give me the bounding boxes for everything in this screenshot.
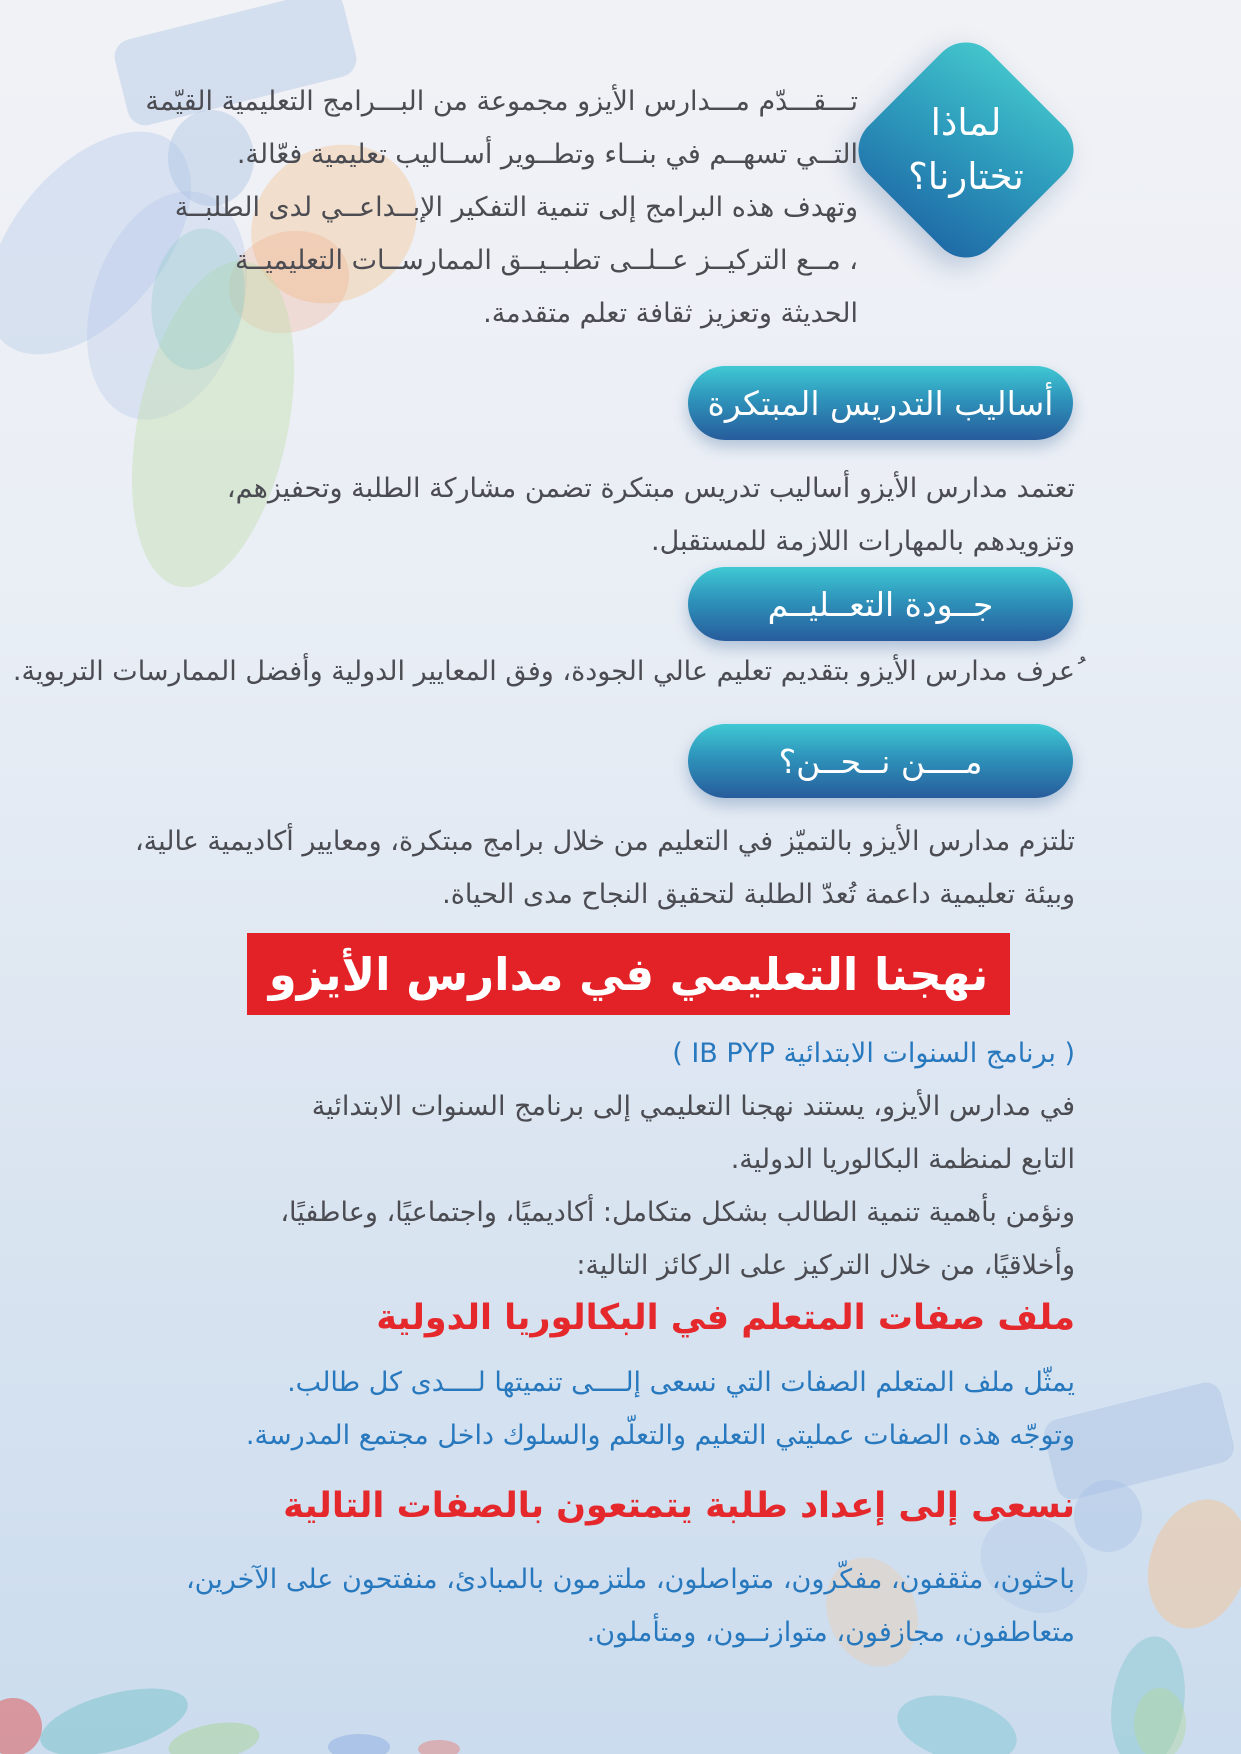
teal-swoosh-shape: [890, 1684, 1023, 1754]
approach-paragraph: [280, 1080, 1075, 1292]
approach-banner: [247, 933, 1010, 1015]
education-quality-text: [13, 645, 1075, 698]
approach-line: وأخلاقيًا، من خلال التركيز على الركائز التالية:: [576, 1250, 1075, 1281]
intro-line: الحديثة وتعزيز ثقافة تعلم متقدمة.: [483, 298, 858, 329]
student-qualities-line: متعاطفون، مجازفون، متوازنــون، ومتأملون.: [586, 1617, 1075, 1648]
student-qualities-text: [186, 1553, 1075, 1659]
pill-heading-education-quality: [688, 567, 1073, 641]
intro-line: التــي تسهــم في بنــاء وتطــوير أســاليب تعليمية فعّالة.: [236, 139, 858, 170]
green-drip-shape: [1134, 1688, 1186, 1754]
approach-banner-title: نهجنا التعليمي في مدارس الأيزو: [268, 947, 989, 1001]
why-choose-us-badge: [844, 28, 1087, 271]
section-line: ُعرف مدارس الأيزو بتقديم تعليم عالي الجودة، وفق المعايير الدولية وأفضل الممارسات التربوية.: [12, 656, 1075, 687]
intro-line: وتهدف هذه البرامج إلى تنمية التفكير الإبــداعــي لدى الطلبــة: [174, 192, 858, 223]
badge-text: [880, 64, 1052, 236]
pill-heading-teaching-methods: [688, 366, 1073, 440]
who-we-are-text: [135, 815, 1075, 921]
ib-pyp-note: ( برنامج السنوات الابتدائية IB PYP ): [672, 1038, 1075, 1069]
badge-line: لماذا: [930, 101, 1002, 145]
section-line: وتزويدهم بالمهارات اللازمة للمستقبل.: [651, 526, 1075, 557]
approach-line: التابع لمنظمة البكالوريا الدولية.: [730, 1144, 1075, 1175]
learner-profile-heading: ملف صفات المتعلم في البكالوريا الدولية: [376, 1298, 1075, 1338]
orange-swoosh-shape: [1132, 1486, 1241, 1641]
intro-line: ، مــع التركيــز عــلــى تطبــيــق الممارســات التعليميــة: [234, 245, 858, 276]
section-line: تعتمد مدارس الأيزو أساليب تدريس مبتكرة تضمن مشاركة الطلبة وتحفيزهم،: [226, 473, 1075, 504]
section-line: وبيئة تعليمية داعمة تُعدّ الطلبة لتحقيق النجاح مدى الحياة.: [442, 879, 1075, 910]
learner-profile-line: وتوجّه هذه الصفات عمليتي التعليم والتعلّم والسلوك داخل مجتمع المدرسة.: [245, 1420, 1075, 1451]
teaching-methods-text: [227, 462, 1075, 568]
green-swoosh-shape: [166, 1716, 263, 1754]
approach-line: ونؤمن بأهمية تنمية الطالب بشكل متكامل: أكاديميًا، واجتماعيًا، وعاطفيًا،: [280, 1197, 1075, 1228]
pill-heading-who-we-are: [688, 724, 1073, 798]
pill-label: مــــن نــحــن؟: [778, 741, 983, 781]
intro-line: تـــقـــدّم مـــدارس الأيزو مجموعة من البـــرامج التعليمية القيّمة: [145, 86, 858, 117]
badge-line: تختارنا؟: [908, 155, 1024, 198]
red-swoosh-shape: [418, 1740, 460, 1754]
teal-drip-shape: [1103, 1632, 1193, 1754]
pill-label: أساليب التدريس المبتكرة: [707, 383, 1054, 423]
student-qualities-line: باحثون، مثقفون، مفكّرون، متواصلون، ملتزمون بالمبادئ، منفتحون على الآخرين،: [185, 1564, 1075, 1595]
pill-label: جــودة التعــليــم: [767, 584, 994, 624]
section-line: تلتزم مدارس الأيزو بالتميّز في التعليم من خلال برامج مبتكرة، ومعايير أكاديمية عالية،: [134, 826, 1075, 857]
student-qualities-heading: نسعى إلى إعداد طلبة يتمتعون بالصفات التالية: [283, 1486, 1075, 1526]
blue-swoosh-shape: [328, 1734, 390, 1754]
red-blob-shape: [0, 1698, 42, 1754]
teal-swoosh-shape: [33, 1675, 194, 1754]
approach-line: في مدارس الأيزو، يستند نهجنا التعليمي إلى برنامج السنوات الابتدائية: [311, 1091, 1075, 1122]
intro-paragraph: [145, 75, 858, 340]
learner-profile-text: [246, 1356, 1075, 1462]
graduate-head-shape: [1074, 1480, 1142, 1552]
learner-profile-line: يمثّل ملف المتعلم الصفات التي نسعى إلــــى تنميتها لــــدى كل طالب.: [287, 1367, 1075, 1398]
